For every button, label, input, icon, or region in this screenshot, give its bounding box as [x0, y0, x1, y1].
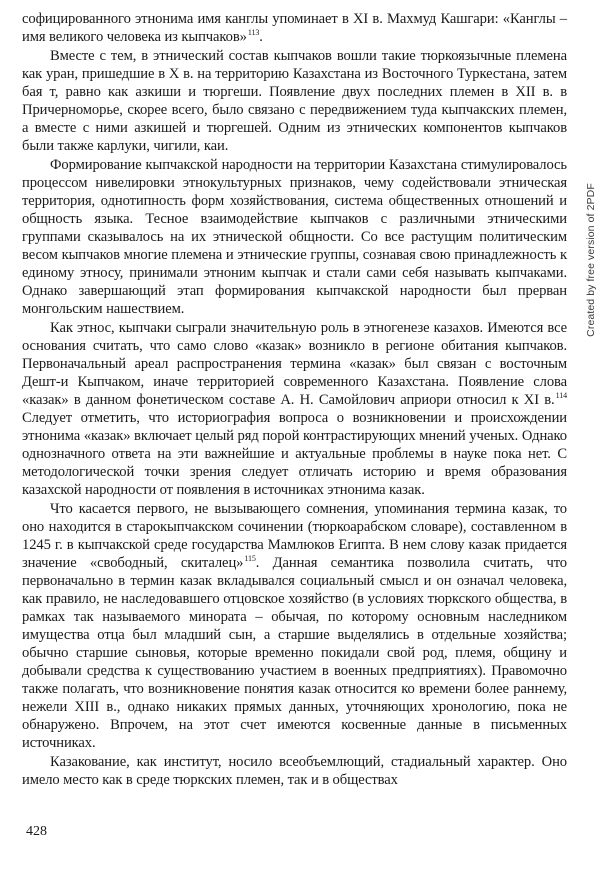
book-page	[22, 10, 567, 860]
paragraph-text: .	[259, 29, 263, 45]
paragraph-text: Как этнос, кыпчаки сыграли значительную роль в этногенезе казахов. Имеются все основания считать, что само слово «казак» возникло в регионе обитания кыпчаков. Первоначальный ареал распространения термина «казак» был связан с восточным Дешт-и Кыпчаком, иначе территорией современного Казахстана. Появление слова «казак» в данном фонетическом составе А. Н. Самойлович априори относил к XI в.	[22, 320, 567, 408]
page-number: 428	[26, 824, 47, 839]
paragraph-text: Формирование кыпчакской народности на территории Казахстана стимулировалось процессом нивелировки этнокультурных признаков, чему содействовали этническая территория, однотипность форм хозяйствования, система общественных отношений и общность языка. Тесное взаимодействие кыпчаков с различными этническими группами сказывалось на их этнической общности. Со все растущим политическим весом кыпчаков многие племена и этнические группы, сознавая свою принадлежность к единому этносу, принимали этноним кыпчак и стали сами себя называть кыпчаками. Однако завершающий этап формирования кыпчакской народности был прерван монгольским нашествием.	[22, 157, 567, 317]
paragraph-text: Что касается первого, не вызывающего сомнения, упоминания термина казак, то оно находится в старокыпчакском сочинении (тюркоарабском словаре), составленном в 1245 г. в кыпчакской среде государства Мамлюков Египта. В нем слову казак придается значение «свободный, скиталец»	[22, 501, 567, 571]
watermark-text: Created by free version of 2PDF	[585, 183, 598, 337]
paragraph-text: софицированного этнонима имя канглы упоминает в XI в. Махмуд Кашгари: «Канглы – имя великого человека из кыпчаков»	[22, 11, 567, 45]
footnote-ref: 114	[555, 391, 567, 401]
text-body	[22, 10, 567, 789]
paragraph-p3	[22, 156, 567, 318]
paragraph-p6	[22, 753, 567, 789]
footnote-ref: 113	[247, 28, 260, 38]
paragraph-p5	[22, 500, 567, 752]
paragraph-text: Вместе с тем, в этнический состав кыпчаков вошли такие тюркоязычные племена как уран, пришедшие в X в. на территорию Казахстана из Восточного Туркестана, затем бая т, равно как азкиши и тюргеши. Появление двух последних племен в XII в. в Причерноморье, скорее всего, было связано с передвижением туда кыпчакских племен, а вместе с ними азкишей и тюргешей. Одним из этнических компонентов кыпчаков были также карлуки, чигили, каи.	[22, 48, 567, 154]
footnote-ref: 115	[244, 554, 256, 564]
paragraph-p1	[22, 10, 567, 46]
watermark	[583, 160, 599, 360]
paragraph-text: . Данная семантика позволила считать, что первоначально в термин казак вкладывался социальный смысл и он означал человека, как правило, не наследовавшего отцовское хозяйство (в условиях тюркского общества, в рамках так называемого минората – обычая, по которому основным наследником имущества отца был младший сын, а старшие выделялись в отдельные хозяйства; обычно старшие сыновья, которые временно покидали свой род, племя, общину и добывали средства к существованию участием в военных предприятиях). Правомочно также полагать, что возникновение понятия казак относится ко времени более раннему, нежели XIII в., однако никаких прямых данных, уточняющих хронологию, пока не обнаружено. Впрочем, на этот счет имеются косвенные данные в письменных источниках.	[22, 555, 567, 751]
paragraph-p4	[22, 319, 567, 499]
paragraph-p2	[22, 47, 567, 155]
paragraph-text: Следует отметить, что историография вопроса о возникновении и происхождении этнонима «казак» включает целый ряд порой контрастирующих мнений ученых. Однако однозначного ответа на эти важнейшие и актуальные проблемы в науке пока нет. С методологической точки зрения следует отличать историю и время образования казахской народности от появления в источниках этнонима казак.	[22, 410, 567, 498]
paragraph-text: Казакование, как институт, носило всеобъемлющий, стадиальный характер. Оно имело место как в среде тюркских племен, так и в обществах	[22, 754, 567, 788]
